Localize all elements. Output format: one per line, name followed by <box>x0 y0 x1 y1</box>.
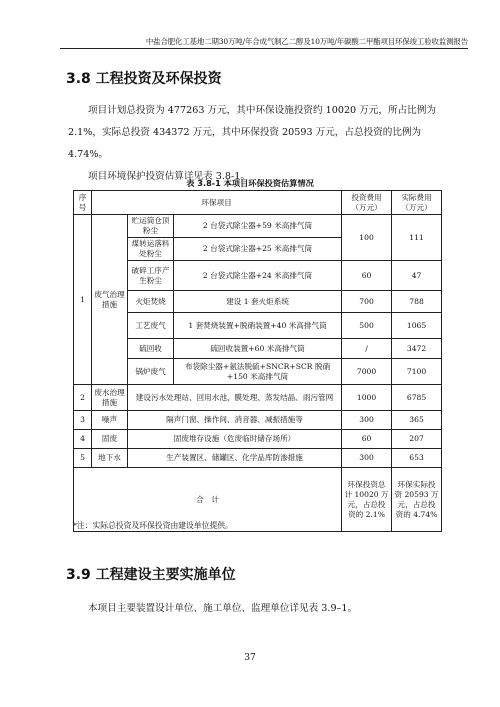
g5-actual: 653 <box>392 449 442 468</box>
row-name: 贮运筒仓顶粉尘 <box>128 215 174 238</box>
section-3-8-body <box>68 100 450 188</box>
header-actual: 实际费用（万元） <box>392 191 442 215</box>
table-row <box>74 359 442 385</box>
g5-est: 300 <box>342 449 392 468</box>
row-name: 火炬焚烧 <box>128 291 174 313</box>
g2-category: 废水治理措施 <box>92 385 128 411</box>
g1-category: 废气治理措施 <box>92 215 128 385</box>
row-name: 锅炉废气 <box>128 359 174 385</box>
table-row <box>74 291 442 313</box>
g3-measure: 隔声门窗、操作间、消音器、减振措施等 <box>128 411 342 430</box>
g4-actual: 207 <box>392 430 442 449</box>
g4-category: 固废 <box>92 430 128 449</box>
table-header-row <box>74 191 442 215</box>
table-row <box>74 449 442 468</box>
row-est: 700 <box>342 291 392 313</box>
row-name: 破碎工序产生粉尘 <box>128 261 174 291</box>
table-row <box>74 313 442 339</box>
environmental-investment-table <box>73 190 442 532</box>
total-label: 合 计 <box>74 468 342 532</box>
table-row <box>74 339 442 359</box>
row-measure: 硫回收装置+60 米高排气筒 <box>174 339 342 359</box>
total-actual: 环保实际投资 20593 万元，占总投资的 4.74% <box>392 468 442 532</box>
row-actual: 7100 <box>392 359 442 385</box>
table-row <box>74 385 442 411</box>
row-est: / <box>342 339 392 359</box>
total-est: 环保投资总计 10020 万元，占总投资的 2.1% <box>342 468 392 532</box>
table-note: *注：实际总投资及环保投资由建设单位提供。 <box>73 521 233 530</box>
row-est: 60 <box>342 261 392 291</box>
row-est: 500 <box>342 313 392 339</box>
row-actual: 3472 <box>392 339 442 359</box>
row-est: 7000 <box>342 359 392 385</box>
header-item: 环保项目 <box>92 191 342 215</box>
section-3-8-heading: 3.8 工程投资及环保投资 <box>66 71 222 87</box>
g3-category: 噪声 <box>92 411 128 430</box>
g3-actual: 365 <box>392 411 442 430</box>
row-actual: 1065 <box>392 313 442 339</box>
g4-est: 60 <box>342 430 392 449</box>
g3-seq: 3 <box>74 411 92 430</box>
row-actual: 47 <box>392 261 442 291</box>
header-rule <box>60 48 468 49</box>
header-est: 投资费用（万元） <box>342 191 392 215</box>
g4-seq: 4 <box>74 430 92 449</box>
g5-measure: 生产装置区、储罐区、化学品库防渗措施 <box>128 449 342 468</box>
row-measure: 1 套焚烧装置+脱硝装置+40 米高排气筒 <box>174 313 342 339</box>
row-measure: 2 台袋式除尘器+25 米高排气筒 <box>174 238 342 261</box>
header-seq: 序号 <box>74 191 92 215</box>
row-name: 工艺废气 <box>128 313 174 339</box>
page-number: 37 <box>244 653 256 663</box>
row-measure: 建设 1 套火炬系统 <box>174 291 342 313</box>
table-title: 表 3.8-1 本项目环保投资估算情况 <box>186 178 314 188</box>
merged-est: 100 <box>342 215 392 261</box>
table-row <box>74 261 442 291</box>
row-measure: 2 台袋式除尘器+59 米高排气筒 <box>174 215 342 238</box>
row-measure: 布袋除尘器+氨法脱硫+SNCR+SCR 脱硝+150 米高排气筒 <box>174 359 342 385</box>
merged-actual: 111 <box>392 215 442 261</box>
g2-actual: 6785 <box>392 385 442 411</box>
g2-est: 1000 <box>342 385 392 411</box>
units-paragraph: 本项目主要装置设计单位、施工单位、监理单位详见表 3.9–1。 <box>88 603 358 614</box>
g3-est: 300 <box>342 411 392 430</box>
row-name: 煤转运落料处粉尘 <box>128 238 174 261</box>
section-3-9-body <box>68 598 450 620</box>
table-row <box>74 411 442 430</box>
row-measure: 2 台袋式除尘器+24 米高排气筒 <box>174 261 342 291</box>
g2-measure: 建设污水处理站、回用水池、膜处理、蒸发结晶、雨污管网 <box>128 385 342 411</box>
g4-measure: 固废堆存设施（危废临时储存场所） <box>128 430 342 449</box>
g1-seq: 1 <box>74 215 92 385</box>
table-row <box>74 430 442 449</box>
g5-category: 地下水 <box>92 449 128 468</box>
table-reference-paragraph: 项目环境保护投资估算详见表 3.8-1。 <box>88 171 250 182</box>
section-3-9-heading: 3.9 工程建设主要实施单位 <box>66 567 236 583</box>
g5-seq: 5 <box>74 449 92 468</box>
g2-seq: 2 <box>74 385 92 411</box>
investment-paragraph: 项目计划总投资为 477263 万元，其中环保设施投资约 10020 万元，所占比例为 2.1%，实际总投资 434372 万元，其中环保投资 20593 万元，占总投资的比例为 4.74%。 <box>68 105 436 160</box>
row-actual: 788 <box>392 291 442 313</box>
row-name: 硫回收 <box>128 339 174 359</box>
table-row <box>74 215 442 238</box>
running-header: 中盐合肥化工基地二期30万吨/年合成气制乙二醇及10万吨/年碳酸二甲酯项目环保竣工验收监测报告 <box>145 37 468 46</box>
